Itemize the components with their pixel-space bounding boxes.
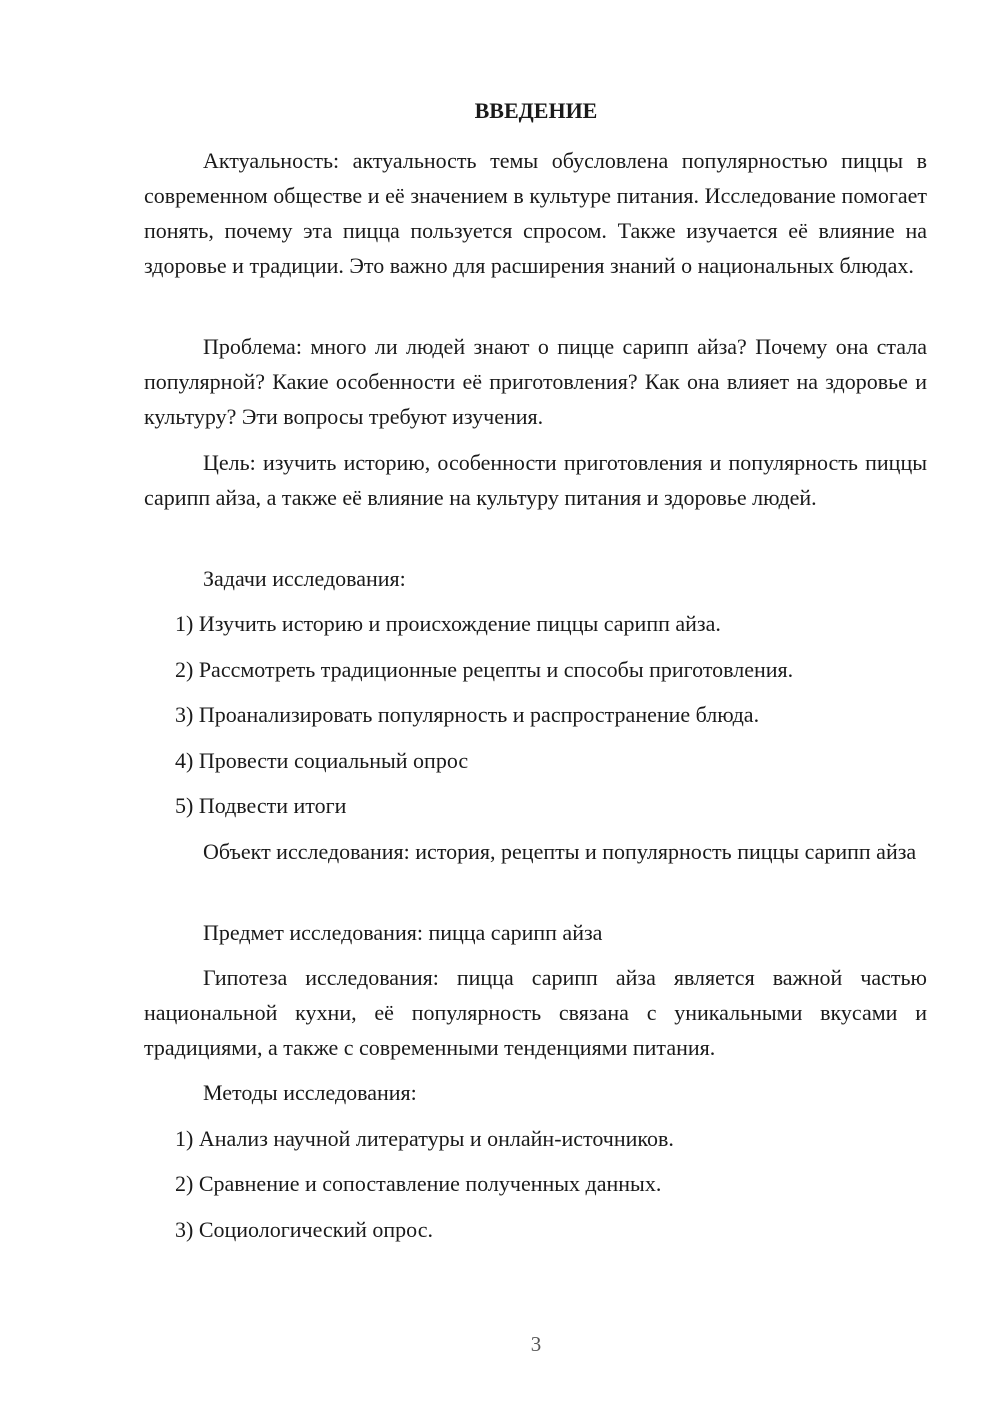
task-item-3: 3) Проанализировать популярность и распространение блюда. bbox=[175, 702, 760, 727]
method-item-1: 1) Анализ научной литературы и онлайн-источников. bbox=[175, 1126, 674, 1151]
hypothesis-paragraph: Гипотеза исследования: пицца сарипп айза является важной частью национальной кухни, её популярность связана с уникальными вкусами и традициями, а также с современными тенденциями питания. bbox=[144, 965, 927, 1060]
task-item-4: 4) Провести социальный опрос bbox=[175, 748, 469, 773]
methods-heading: Методы исследования: bbox=[203, 1080, 417, 1105]
method-item-3: 3) Социологический опрос. bbox=[175, 1217, 433, 1242]
subject-paragraph: Предмет исследования: пицца сарипп айза bbox=[203, 920, 603, 945]
section-title: ВВЕДЕНИЕ bbox=[474, 98, 598, 123]
page-number: 3 bbox=[530, 1332, 542, 1356]
task-item-5: 5) Подвести итоги bbox=[175, 793, 347, 818]
goal-paragraph: Цель: изучить историю, особенности приготовления и популярность пиццы сарипп айза, а также её влияние на культуру питания и здоровье людей. bbox=[144, 450, 927, 510]
tasks-heading: Задачи исследования: bbox=[203, 566, 406, 591]
task-item-1: 1) Изучить историю и происхождение пиццы сарипп айза. bbox=[175, 611, 721, 636]
method-item-2: 2) Сравнение и сопоставление полученных данных. bbox=[175, 1171, 662, 1196]
object-paragraph: Объект исследования: история, рецепты и популярность пиццы сарипп айза bbox=[203, 839, 917, 864]
task-item-2: 2) Рассмотреть традиционные рецепты и способы приготовления. bbox=[175, 657, 794, 682]
relevance-paragraph: Актуальность: актуальность темы обусловлена популярностью пиццы в современном обществе и её значением в культуре питания. Исследование помогает понять, почему эта пицца пользуется спросом. Также изучается её влияние на здоровье и традиции. Это важно для расширения знаний о национальных блюдах. bbox=[144, 148, 927, 278]
problem-paragraph: Проблема: много ли людей знают о пицце сарипп айза? Почему она стала популярной? Какие особенности её приготовления? Как она влияет на здоровье и культуру? Эти вопросы требуют изучения. bbox=[144, 334, 927, 429]
